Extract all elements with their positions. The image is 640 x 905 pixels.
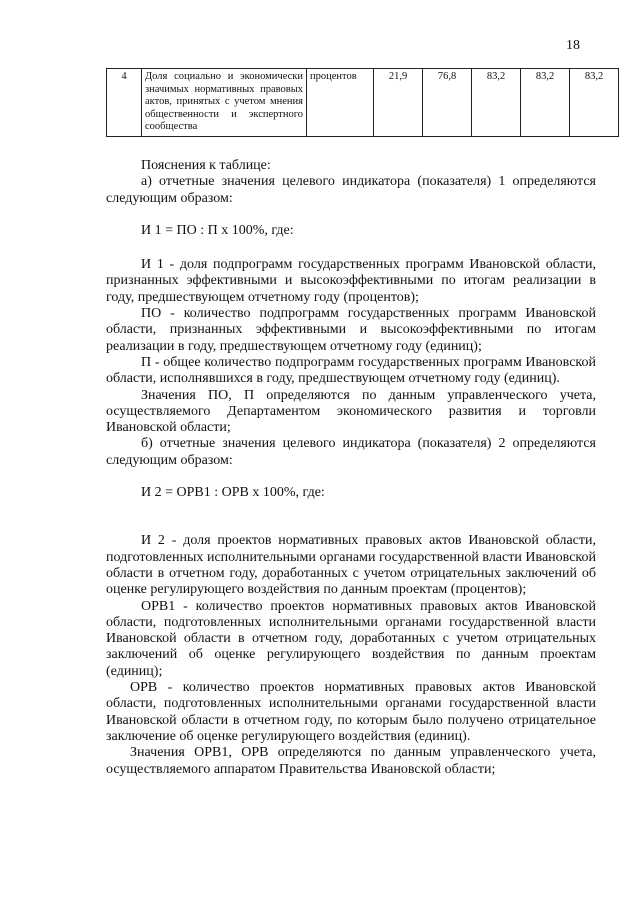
paragraph-a-intro: а) отчетные значения целевого индикатора (показателя) 1 определяются следующим образом: — [106, 174, 596, 206]
value-cell-1: 21,9 — [374, 69, 423, 137]
indicator-table — [106, 68, 619, 137]
paragraph-b-intro: б) отчетные значения целевого индикатора (показателя) 2 определяются следующим образом: — [106, 436, 596, 468]
page-number: 18 — [566, 38, 580, 53]
definition-p: П - общее количество подпрограмм государственных программ Ивановской области, исполнявшихся в году, предшествующем отчетному году (единиц). — [106, 354, 596, 387]
value-cell-3: 83,2 — [472, 69, 521, 137]
definition-po: ПО - количество подпрограмм государственных программ Ивановской области, признанных эффективными и высокоэффективными по итогам реализации в году, предшествующем отчетному году (единиц); — [106, 306, 596, 354]
value-cell-5: 83,2 — [570, 69, 619, 137]
indicator-name-cell: Доля социально и экономически значимых нормативных правовых актов, принятых с учетом мнения общественности и экспертного сообщества — [142, 69, 307, 137]
table-row — [107, 69, 619, 137]
orv-source: Значения ОРВ1, ОРВ определяются по данным управленческого учета, осуществляемого аппаратом Правительства Ивановской области; — [106, 745, 596, 777]
value-cell-2: 76,8 — [423, 69, 472, 137]
formula-2: И 2 = ОРВ1 : ОРВ х 100%, где: — [141, 485, 325, 501]
po-p-source: Значения ПО, П определяются по данным управленческого учета, осуществляемого Департаментом экономического развития и торговли Ивановской области; — [106, 387, 596, 436]
definition-orv1: ОРВ1 - количество проектов нормативных правовых актов Ивановской области, подготовленных исполнительными органами государственной власти Ивановской области в отчетном году, доработанных с учетом отрицательных заключений об оценке регулирующего воздействия по данным проектам (единиц); — [106, 598, 596, 679]
formula-1: И 1 = ПО : П х 100%, где: — [141, 222, 294, 238]
explanations-body — [106, 158, 596, 778]
definition-i1: И 1 - доля подпрограмм государственных программ Ивановской области, признанных эффективными и высокоэффективными по итогам реализации в году, предшествующем отчетному году (процентов); — [106, 257, 596, 305]
definition-i2: И 2 - доля проектов нормативных правовых актов Ивановской области, подготовленных исполнительными органами государственной власти Ивановской области в отчетном году, доработанных с учетом отрицательных заключений об оценке регулирующего воздействия по данным проектам (процентов); — [106, 533, 596, 598]
explanations-heading: Пояснения к таблице: — [141, 158, 271, 173]
value-cell-4: 83,2 — [521, 69, 570, 137]
unit-cell: процентов — [307, 69, 374, 137]
spacer — [106, 519, 596, 533]
row-number-cell: 4 — [107, 69, 142, 137]
definition-orv: ОРВ - количество проектов нормативных правовых актов Ивановской области, подготовленных исполнительными органами государственной власти Ивановской области в отчетном году, по которым было получено отрицательное заключение об оценке регулирующего воздействия (единиц). — [106, 680, 596, 744]
